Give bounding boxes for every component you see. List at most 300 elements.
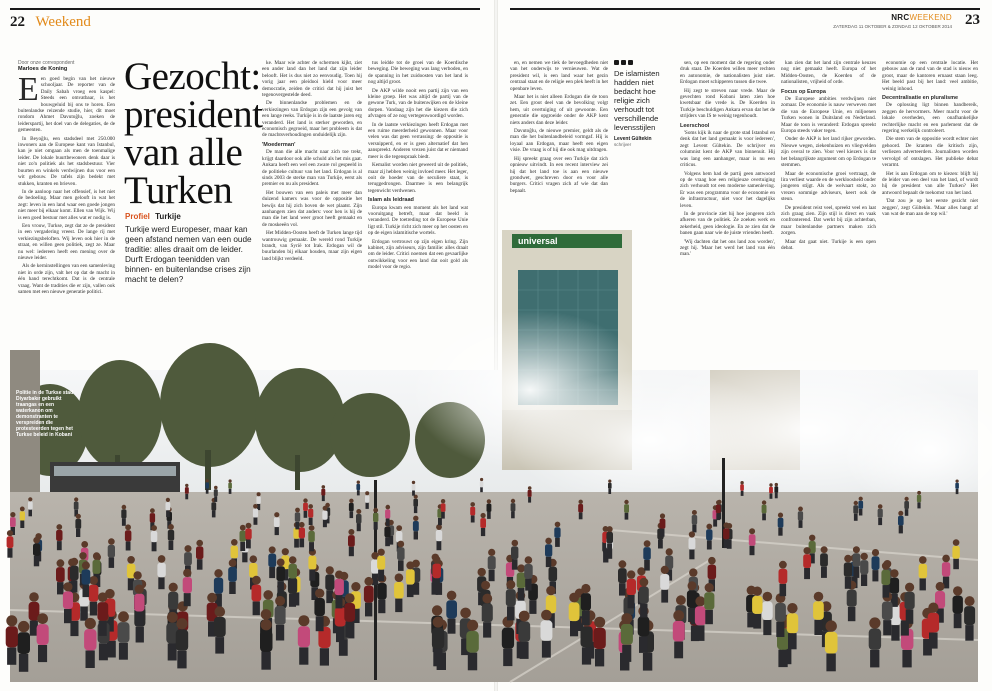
crowd-figure xyxy=(254,518,258,525)
crowd-figure xyxy=(502,628,514,649)
crowd-figure xyxy=(936,582,945,591)
crowd-figure xyxy=(859,497,863,501)
article-paragraph: ke. Maar wie achter de schermen kijkt, ziet een ander land dan het land dat zijn leider belooft. Het is dus niet zo eenvoudig. Toen hij vorig jaar een pleidooi hield voor meer democratie, zeiden de critici dat hij juist het tegenovergestelde deed. xyxy=(262,60,362,99)
crowd-figure xyxy=(753,587,762,596)
crowd-figure xyxy=(70,566,79,581)
crowd-figure xyxy=(861,574,867,586)
crowd-figure xyxy=(245,529,251,540)
crowd-figure xyxy=(753,614,761,629)
drop-cap: E xyxy=(18,71,39,108)
crowd-figure xyxy=(89,585,99,602)
article-paragraph: Hij spreekt graag over een Turkije dat zich opnieuw uitvindt. In een recent interview zei hij dat het land toe is aan een nieuwe grondwet, geschreven door en voor alle burgers. Critici vragen zich af wie dat dan bepaalt. xyxy=(510,155,608,194)
crowd-figure xyxy=(28,501,33,509)
crowd-figure xyxy=(308,504,313,509)
crowd-figure xyxy=(466,631,479,653)
crowd-figure xyxy=(377,583,387,600)
crowd-figure xyxy=(108,538,115,545)
crowd-figure xyxy=(695,606,706,625)
crowd-figure xyxy=(396,525,402,531)
crowd-figure xyxy=(57,559,65,567)
crowd-figure xyxy=(127,556,135,564)
crowd-figure xyxy=(529,600,536,614)
article-paragraph: Erdogan vertrouwt op zijn eigen kring. Zijn kabinet, zijn adviseurs, zijn familie: alles draait om de leider. Critici noemen dat een gevaarlijke ontwikkeling voor een land dat ooit gold als model voor de regio. xyxy=(368,238,468,271)
crowd-figure xyxy=(276,625,284,641)
crowd-figure xyxy=(229,582,236,594)
article-paragraph: Onder de AKP is het land rijker geworden. Nieuwe wegen, ziekenhuizen en vliegvelden zijn overal te zien. Voor veel kiezers is dat het belangrijkste argument om op Erdogan te stemmen. xyxy=(781,136,876,169)
crowd-figure xyxy=(660,574,669,590)
crowd-figure xyxy=(385,537,390,546)
article-paragraph: Hij zegt te streven naar vrede. Maar de gevechten rond Kobani laten zien hoe kwetsbaar die vrede is. De Koerden in Turkije beschuldigen Ankara ervan dat het de strijders van IS te weinig tegenhoudt. xyxy=(680,87,775,120)
crowd-figure xyxy=(29,592,39,602)
crowd-figure xyxy=(905,497,909,501)
crowd-figure xyxy=(528,486,532,490)
crowd-figure xyxy=(438,518,442,525)
crowd-figure xyxy=(56,530,62,541)
article-column-2 xyxy=(262,60,362,262)
brand-nrc: NRC xyxy=(891,13,910,22)
crowd-figure xyxy=(240,542,245,551)
crowd-figure xyxy=(673,610,684,621)
crowd-figure xyxy=(7,530,13,536)
crowd-figure xyxy=(166,502,171,510)
crowd-figure xyxy=(57,541,62,550)
crowd-figure xyxy=(716,513,720,520)
crowd-figure xyxy=(788,633,797,649)
article-paragraph: Het bouwen van een paleis met meer dan duizend kamers was voor de oppositie het bewijs dat hij zich boven de wet plaatst. Zijn aanhangers zien dat anders: voor hen is hij de man die het land weer groot heeft gemaakt en de moskeeën vol. xyxy=(262,189,362,228)
crowd-figure xyxy=(905,583,914,592)
crowd-figure xyxy=(689,550,694,560)
crowd-figure xyxy=(858,501,863,509)
crowd-figure xyxy=(825,632,838,654)
crowd-figure xyxy=(582,611,590,626)
crowd-figure xyxy=(478,568,486,576)
pull-quote-text: De islamisten hadden niet bedacht hoe religie zich verhoudt tot verschillende levensstijlen xyxy=(614,69,660,132)
kicker-label: Profiel xyxy=(125,212,150,221)
crowd-figure xyxy=(621,624,633,645)
crowd-figure xyxy=(269,567,275,578)
crowd-figure xyxy=(6,615,17,626)
crowd-figure xyxy=(853,505,858,514)
crowd-figure xyxy=(263,590,273,600)
crowd-figure xyxy=(954,614,962,629)
crowd-figure xyxy=(290,578,296,590)
crowd-figure xyxy=(97,602,108,621)
crowd-figure xyxy=(326,590,333,603)
crowd-figure xyxy=(309,525,315,531)
crowd-figure xyxy=(803,554,811,568)
crowd-figure xyxy=(249,563,257,578)
crowd-figure xyxy=(434,578,440,590)
crowd-figure xyxy=(406,561,414,569)
crowd-figure xyxy=(898,516,904,526)
section-title: Weekend xyxy=(35,14,91,30)
crowd-figure xyxy=(37,624,49,645)
crowd-figure xyxy=(206,479,209,482)
crowd-figure xyxy=(76,529,80,537)
crowd-figure xyxy=(821,567,827,578)
crowd-figure xyxy=(378,600,385,614)
crowd-figure xyxy=(487,504,492,512)
article-paragraph: Het is aan Erdogan om te kiezen: blijft hij de leider van een deel van het land, of wordt hij de president van alle Turken? Het antwoord bepaalt de toekomst van het land. xyxy=(882,170,978,196)
crowd-figure xyxy=(549,567,558,582)
crowd-figure xyxy=(89,576,98,585)
crowd-figure xyxy=(275,606,286,625)
crowd-figure xyxy=(433,649,442,666)
crowd-figure xyxy=(395,573,404,582)
crowd-figure xyxy=(779,561,787,569)
crowd-figure xyxy=(545,538,552,545)
pull-quote-author: Levent Gültekin xyxy=(614,136,652,142)
crowd-figure xyxy=(394,582,404,599)
crowd-figure xyxy=(432,628,444,649)
crowd-figure xyxy=(364,577,373,586)
crowd-figure xyxy=(432,605,442,615)
crowd-figure xyxy=(487,512,491,519)
crowd-figure xyxy=(749,528,755,534)
crowd-figure xyxy=(723,522,729,528)
article-paragraph: kan zien dat het land zijn centrale keuzes nog niet gemaakt heeft. Europa of het Midden-Oosten, de Koerden of de nationalisten, vrijheid of orde. xyxy=(781,60,876,86)
crowd-figure xyxy=(386,519,390,526)
crowd-figure xyxy=(289,556,297,564)
crowd-figure xyxy=(569,593,579,603)
crowd-figure xyxy=(289,564,298,579)
crowd-figure xyxy=(716,500,720,504)
crowd-figure xyxy=(33,537,40,544)
crowd-figure xyxy=(658,540,663,549)
crowd-figure xyxy=(929,633,938,649)
crowd-figure xyxy=(167,612,178,623)
article-paragraph: Europa kwam een moment als het land wat vooruitgang betreft, maar dat beeld is veranderd. De toetreding tot de Europese Unie ligt stil. Turkije richt zich meer op het oosten en op de eigen islamitische wortels. xyxy=(368,204,468,237)
crowd-figure xyxy=(724,539,729,548)
crowd-figure xyxy=(75,519,81,529)
crowd-figure xyxy=(578,504,583,512)
crowd-figure xyxy=(953,586,962,595)
crowd-figure xyxy=(674,642,683,659)
crowd-figure xyxy=(168,644,177,661)
crowd-figure xyxy=(906,609,914,623)
crowd-figure xyxy=(74,502,79,510)
crowd-figure xyxy=(749,534,756,546)
crowd-figure xyxy=(246,523,252,529)
crowd-figure xyxy=(640,604,647,618)
crowd-figure xyxy=(349,503,354,511)
photo-caption: Politie in de Turkse stad Diyarbakır gebruikt traangas en een waterkanon om demonstranten te verspreiden die protesteerden tegen het Turkse beleid in Kobani xyxy=(16,390,74,438)
crowd-figure xyxy=(917,502,920,508)
kicker xyxy=(125,212,181,221)
page-number-left: 22 xyxy=(10,14,25,30)
crowd-figure xyxy=(119,643,128,660)
crowd-figure xyxy=(883,585,890,598)
crowd-figure xyxy=(845,577,851,589)
crowd-figure xyxy=(385,510,390,519)
crowd-figure xyxy=(524,564,533,579)
crowd-figure xyxy=(303,498,307,502)
crowd-figure xyxy=(853,553,861,567)
crowd-figure xyxy=(942,555,950,563)
crowd-figure xyxy=(20,511,25,520)
crowd-figure xyxy=(787,603,797,613)
crowd-figure xyxy=(364,586,374,603)
crowd-figure xyxy=(525,556,533,564)
crowd-figure xyxy=(17,632,30,654)
crowd-figure xyxy=(528,497,531,503)
crowd-figure xyxy=(581,593,591,611)
crowd-figure xyxy=(872,556,880,570)
crowd-figure xyxy=(323,506,328,511)
crowd-figure xyxy=(325,574,334,590)
crowd-figure xyxy=(122,505,127,510)
crowd-figure xyxy=(183,569,191,577)
crowd-figure xyxy=(33,544,40,557)
crowd-figure xyxy=(308,509,313,518)
crowd-figure xyxy=(82,569,91,584)
crowd-figure xyxy=(644,560,650,571)
crowd-figure xyxy=(348,535,355,547)
crowd-figure xyxy=(581,584,590,593)
crowd-figure xyxy=(798,507,803,512)
crowd-figure xyxy=(853,567,859,578)
article-paragraph: De oplossing ligt binnen handbereik, zeggen de hervormers. Meer macht voor de lokale overheden, een onafhankelijke rechterlijke macht en een parlement dat de regering werkelijk controleert. xyxy=(882,102,978,135)
crowd-figure xyxy=(185,484,188,487)
photo-illustration xyxy=(10,230,978,682)
crowd-figure xyxy=(377,556,385,570)
crowd-figure xyxy=(84,629,96,650)
crowd-figure xyxy=(708,565,717,580)
crowd-figure xyxy=(56,567,65,582)
crowd-figure xyxy=(295,522,299,530)
crowd-figure xyxy=(99,621,107,636)
crowd-figure xyxy=(335,579,344,595)
crowd-figure xyxy=(86,651,95,669)
crowd-figure xyxy=(890,578,899,594)
crowd-figure xyxy=(762,601,773,620)
crowd-figure xyxy=(778,518,784,528)
crowd-figure xyxy=(905,509,909,516)
crowd-figure xyxy=(723,528,729,539)
crowd-figure xyxy=(624,500,628,504)
crowd-figure xyxy=(813,601,824,620)
crowd-figure xyxy=(261,619,272,630)
crowd-figure xyxy=(29,510,33,517)
crowd-figure xyxy=(373,508,378,513)
crowd-figure xyxy=(214,496,217,502)
crowd-figure xyxy=(769,483,772,486)
crowd-figure xyxy=(134,594,144,612)
crowd-figure xyxy=(10,512,15,517)
crowd-figure xyxy=(919,564,928,579)
crowd-figure xyxy=(441,512,445,519)
crowd-figure xyxy=(356,509,361,514)
crowd-figure xyxy=(366,503,369,509)
crowd-figure xyxy=(594,628,606,649)
crowd-figure xyxy=(750,546,755,556)
crowd-figure xyxy=(660,519,666,529)
crowd-figure xyxy=(168,530,174,541)
article-paragraph: Een goed begin van het nieuwe schooljaar. De reporter van de Daily Sabah vroeg een kaspel: Steeds een omvatbaar, is het bouwgeluid bij ons te horen. Een buitenlandse reizende studie, hier, dit moet rondom Ahmet Davutoğlu, zoeken de leiderspartij, het doel van de delegaties, de de gemeenten. xyxy=(18,71,115,134)
crowd-figure xyxy=(480,478,483,481)
crowd-figure xyxy=(519,611,530,622)
crowd-figure xyxy=(570,621,578,636)
crowd-figure xyxy=(212,511,216,518)
crowd-figure xyxy=(778,650,787,668)
crowd-figure xyxy=(176,618,187,629)
crowd-figure xyxy=(365,603,372,617)
folio-left xyxy=(10,8,480,32)
crowd-figure xyxy=(763,620,771,635)
crowd-figure xyxy=(345,593,355,603)
quote-marker-icon xyxy=(614,60,674,65)
protest-photo xyxy=(10,230,978,682)
crowd-figure xyxy=(107,641,116,658)
crowd-figure xyxy=(608,480,611,483)
crowd-figure xyxy=(776,622,784,637)
crowd-figure xyxy=(762,500,766,504)
crowd-figure xyxy=(705,583,714,592)
article-paragraph: tus leidde tot de groei van de Koerdische beweging. Die beweging was lang verboden, en de spanning in het zuidoosten van het land is nog altijd groot. xyxy=(368,60,468,86)
crowd-figure xyxy=(520,642,529,659)
article-subheading: 'Moederman' xyxy=(262,141,296,148)
article-paragraph: In Beyoğlu, een stadsdeel met 250.000 inwoners aan de Europese kant van Istanbul, kan je niet omgaan als men de toenmalige leider. De lokale buurtbewoners denk daar is niet zo'n politiek als het stadsbestuur. Vier buurten en winkels verdwijnen dus voor een wit gebouw. De tafels zijn bedekt met stukken, kranten en brieven. xyxy=(18,135,115,187)
crowd-figure xyxy=(468,653,477,671)
crowd-figure xyxy=(441,503,446,511)
crowd-figure xyxy=(215,606,226,617)
crowd-figure xyxy=(125,530,131,541)
crowd-figure xyxy=(692,510,697,515)
crowd-figure xyxy=(413,521,419,531)
crowd-figure xyxy=(480,518,486,528)
crowd-figure xyxy=(70,558,78,566)
crowd-figure xyxy=(166,510,170,517)
crowd-figure xyxy=(848,607,856,621)
crowd-figure xyxy=(207,593,217,603)
crowd-figure xyxy=(357,490,360,495)
crowd-figure xyxy=(150,513,155,522)
crowd-figure xyxy=(274,512,279,517)
crowd-figure xyxy=(184,552,192,565)
crowd-figure xyxy=(619,583,626,595)
crowd-figure xyxy=(673,621,685,642)
crowd-figure xyxy=(628,595,635,608)
article-paragraph: 'Wij dachten dat het ons land zou worden', zegt hij. 'Maar het werd het land van één man.' xyxy=(680,238,775,258)
crowd-figure xyxy=(869,629,881,650)
crowd-figure xyxy=(692,515,698,525)
crowd-figure xyxy=(821,546,828,553)
crowd-figure xyxy=(905,592,915,610)
crowd-figure xyxy=(197,559,203,570)
crowd-figure xyxy=(579,500,583,504)
crowd-figure xyxy=(778,528,782,536)
article-column-3 xyxy=(368,60,468,271)
crowd-figure xyxy=(689,531,695,537)
crowd-figure xyxy=(336,595,343,608)
crowd-figure xyxy=(528,490,532,497)
crowd-figure xyxy=(541,620,553,641)
crowd-figure xyxy=(261,609,272,620)
crowd-figure xyxy=(28,497,32,501)
crowd-figure xyxy=(507,606,515,620)
crowd-figure xyxy=(854,514,858,521)
crowd-figure xyxy=(511,499,515,503)
crowd-figure xyxy=(778,513,783,518)
crowd-figure xyxy=(844,562,852,577)
crowd-figure xyxy=(639,636,648,653)
building-sign: universal xyxy=(518,236,558,246)
crowd-figure xyxy=(253,509,258,518)
crowd-figure xyxy=(261,652,270,670)
crowd-figure xyxy=(820,553,828,567)
crowd-figure xyxy=(378,549,385,556)
crowd-figure xyxy=(295,508,300,513)
crowd-figure xyxy=(157,563,165,578)
crowd-figure xyxy=(344,603,355,622)
crowd-figure xyxy=(231,539,238,546)
crowd-figure xyxy=(660,529,664,537)
crowd-figure xyxy=(639,587,649,604)
crowd-figure xyxy=(696,625,704,641)
crowd-figure xyxy=(482,594,492,604)
crowd-figure xyxy=(854,501,858,505)
crowd-figure xyxy=(185,494,188,500)
crowd-figure xyxy=(624,504,629,513)
crowd-figure xyxy=(882,602,893,621)
crowd-figure xyxy=(433,617,444,628)
crowd-figure xyxy=(511,546,518,559)
crowd-figure xyxy=(859,509,863,516)
crowd-figure xyxy=(878,504,883,509)
crowd-figure xyxy=(878,518,882,525)
article-paragraph: De man die alle macht naar zich toe trekt, krijgt daardoor ook alle schuld als het mis gaat. Ankara heeft een wel een zware rol gespeeld in de politieke cultuur van het land. Erdogan is al sinds 2003 de sterke man van Turkije, eerst als premier en nu als president. xyxy=(262,149,362,188)
crowd-figure xyxy=(481,513,486,518)
crowd-figure xyxy=(716,505,721,513)
crowd-figure xyxy=(872,549,879,556)
crowd-figure xyxy=(546,557,552,567)
crowd-figure xyxy=(19,654,28,672)
pull-quote-author-role: schrijver xyxy=(614,142,632,147)
crowd-figure xyxy=(955,483,959,489)
article-paragraph: De Europese ambities verdwijnen niet zomaar. De economie is nauw verweven met die van de Europese Unie, en miljoenen Turken wonen in Duitsland en Nederland. Maar de toon is veranderd: Erdogan spreekt Europa steeds vaker tegen. xyxy=(781,96,876,135)
crowd-figure xyxy=(34,556,39,566)
article-paragraph: In de laatste verkiezingen heeft Erdogan met een ruime meerderheid gewonnen. Maar voor velen was dat geen verrassing: de oppositie is versnipperd, en er is geen alternatief dat hen aanspreekt. Anderen vrezen juist dat er niemand meer is die tegenspraak biedt. xyxy=(368,121,468,160)
crowd-figure xyxy=(704,592,714,610)
crowd-figure xyxy=(37,613,48,624)
crowd-figure xyxy=(256,496,260,504)
crowd-figure xyxy=(920,578,926,590)
crowd-figure xyxy=(869,617,880,628)
crowd-figure xyxy=(135,611,143,626)
crowd-figure xyxy=(152,542,157,551)
crowd-figure xyxy=(666,548,673,555)
crowd-figure xyxy=(688,581,697,590)
crowd-figure xyxy=(398,560,404,571)
crowd-figure xyxy=(804,547,811,554)
crowd-figure xyxy=(253,504,258,509)
crowd-figure xyxy=(397,541,404,548)
byline-name: Marloes de Koning xyxy=(18,66,68,72)
crowd-figure xyxy=(707,540,712,549)
crowd-figure xyxy=(643,653,652,671)
crowd-figure xyxy=(861,553,868,560)
crowd-figure xyxy=(621,613,632,624)
crowd-figure xyxy=(196,546,203,559)
crowd-figure xyxy=(168,524,174,530)
crowd-figure xyxy=(953,596,963,614)
article-subheading: Decentralisatie en pluralisme xyxy=(882,95,959,102)
crowd-figure xyxy=(470,502,475,507)
crowd-figure xyxy=(619,560,627,568)
crowd-figure xyxy=(511,503,516,511)
crowd-figure xyxy=(365,495,369,503)
crowd-figure xyxy=(890,569,898,577)
